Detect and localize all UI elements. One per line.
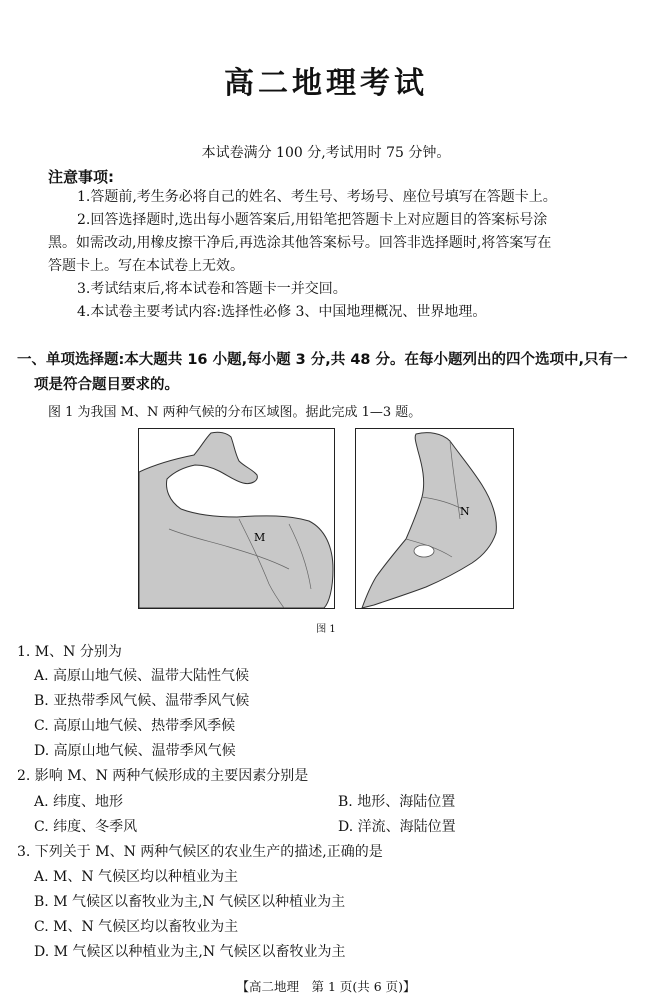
question-3-option-c: C. M、N 气候区均以畜牧业为主 xyxy=(34,919,239,935)
question-2-stem: 2. 影响 M、N 两种气候形成的主要因素分别是 xyxy=(17,768,309,784)
notice-item-2-line-2: 黑。如需改动,用橡皮擦干净后,再选涂其他答案标号。回答非选择题时,将答案写在 xyxy=(48,235,552,251)
page-title: 高二地理考试 xyxy=(224,66,428,101)
question-1-option-a: A. 高原山地气候、温带大陆性气候 xyxy=(34,668,250,684)
map-n xyxy=(356,429,513,608)
figure-intro: 图 1 为我国 M、N 两种气候的分布区域图。据此完成 1—3 题。 xyxy=(48,405,422,420)
question-3-option-b: B. M 气候区以畜牧业为主,N 气候区以种植业为主 xyxy=(34,894,346,910)
map-label-n: N xyxy=(460,505,470,518)
notice-item-4: 4.本试卷主要考试内容:选择性必修 3、中国地理概况、世界地理。 xyxy=(77,304,487,320)
map-m-panel xyxy=(138,428,335,609)
question-2-option-c: C. 纬度、冬季风 xyxy=(34,819,138,835)
map-label-m: M xyxy=(254,531,266,544)
question-3-option-d: D. M 气候区以种植业为主,N 气候区以畜牧业为主 xyxy=(34,944,346,960)
question-1-option-b: B. 亚热带季风气候、温带季风气候 xyxy=(34,693,250,709)
question-3-option-a: A. M、N 气候区均以种植业为主 xyxy=(34,869,239,885)
question-1-stem: 1. M、N 分别为 xyxy=(17,644,122,660)
question-1-option-c: C. 高原山地气候、热带季风季候 xyxy=(34,718,236,734)
map-n-panel xyxy=(355,428,514,609)
notice-item-3: 3.考试结束后,将本试卷和答题卡一并交回。 xyxy=(77,281,347,297)
notice-item-1: 1.答题前,考生务必将自己的姓名、考生号、考场号、座位号填写在答题卡上。 xyxy=(77,189,557,205)
section-heading-line-2: 项是符合题目要求的。 xyxy=(34,377,179,393)
notice-heading: 注意事项: xyxy=(48,168,114,186)
question-2-option-d: D. 洋流、海陆位置 xyxy=(338,819,456,835)
question-2-option-a: A. 纬度、地形 xyxy=(34,794,124,810)
notice-item-2-line-1: 2.回答选择题时,选出每小题答案后,用铅笔把答题卡上对应题目的答案标号涂 xyxy=(77,212,548,228)
question-1-option-d: D. 高原山地气候、温带季风气候 xyxy=(34,743,236,759)
question-3-stem: 3. 下列关于 M、N 两种气候区的农业生产的描述,正确的是 xyxy=(17,844,383,860)
figure-caption: 图 1 xyxy=(316,624,336,635)
notice-item-2-line-3: 答题卡上。写在本试卷上无效。 xyxy=(48,258,244,274)
exam-info: 本试卷满分 100 分,考试用时 75 分钟。 xyxy=(201,145,451,161)
section-heading-line-1: 一、单项选择题:本大题共 16 小题,每小题 3 分,共 48 分。在每小题列出的四个选项中,只有一 xyxy=(17,352,628,368)
question-2-option-b: B. 地形、海陆位置 xyxy=(338,794,456,810)
map-m xyxy=(139,429,334,608)
page-footer: 【高二地理 第 1 页(共 6 页)】 xyxy=(236,979,416,994)
